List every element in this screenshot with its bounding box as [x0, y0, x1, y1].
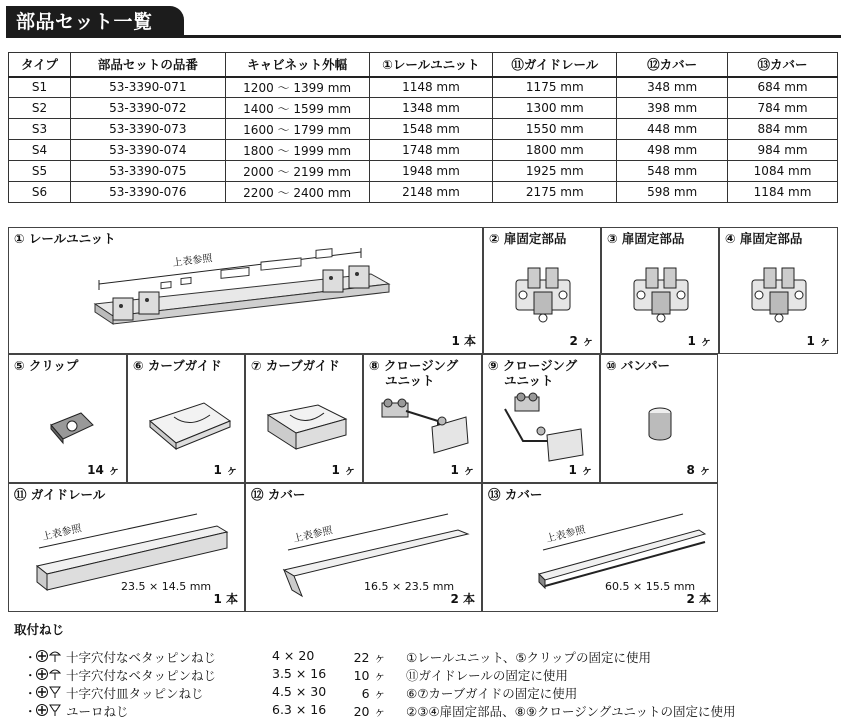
screw-usage: ①レールユニット、⑤クリップの固定に使用	[406, 650, 652, 665]
part-label: ⑨ クロージング ユニット	[488, 358, 578, 388]
ref-text: 上表参照	[172, 253, 214, 269]
part-quantity: 1 ヶ	[450, 463, 475, 477]
part-label: ② 扉固定部品	[489, 231, 567, 246]
part-quantity: 1 本	[213, 592, 238, 606]
table-cell: 1948 mm	[369, 161, 493, 182]
part-bumper	[600, 354, 718, 483]
table-row	[9, 98, 838, 119]
table-cell: 684 mm	[728, 77, 838, 98]
screw-usage: ⑪ガイドレールの固定に使用	[406, 668, 568, 683]
table-cell: 1550 mm	[493, 119, 617, 140]
table-body	[9, 77, 838, 203]
table-cell: S4	[9, 140, 71, 161]
part-label: ① レールユニット	[14, 231, 116, 246]
part-closing-unit-9	[482, 354, 600, 483]
screw-size: 4.5 × 30	[272, 684, 327, 699]
table-cell: 2000 〜 2199 mm	[225, 161, 369, 182]
bullet: ・	[24, 686, 37, 701]
table-row	[9, 140, 838, 161]
svg-text:上表参照: 上表参照	[41, 523, 83, 543]
part-door-fixture-3	[601, 227, 719, 354]
table-cell: 53-3390-076	[70, 182, 225, 203]
countersunk-screw-icon	[36, 703, 62, 717]
part-clip	[8, 354, 127, 483]
parts-set-table	[8, 52, 838, 203]
table-cell: 598 mm	[617, 182, 728, 203]
table-cell: 348 mm	[617, 77, 728, 98]
part-curve-guide-7	[245, 354, 363, 483]
part-dimension: 16.5 × 23.5 mm	[364, 580, 455, 593]
screw-name: 十字穴付なベタッピンねじ	[66, 668, 217, 683]
table-header-cell: ⑪ガイドレール	[493, 53, 617, 77]
table-cell: 1400 〜 1599 mm	[225, 98, 369, 119]
screw-count: 22 ヶ	[353, 650, 386, 665]
part-quantity: 8 ヶ	[686, 463, 711, 477]
part-quantity: 1 ヶ	[568, 463, 593, 477]
screw-name: 十字穴付なベタッピンねじ	[66, 650, 217, 665]
table-cell: 53-3390-075	[70, 161, 225, 182]
part-quantity: 1 ヶ	[806, 334, 831, 348]
table-header-cell: 部品セットの品番	[70, 53, 225, 77]
table-header-cell: タイプ	[9, 53, 71, 77]
screw-usage: ②③④扉固定部品、⑧⑨クロージングユニットの固定に使用	[406, 704, 736, 719]
part-curve-guide-6	[127, 354, 245, 483]
table-row	[9, 119, 838, 140]
table-cell: S5	[9, 161, 71, 182]
closing-unit-illustration	[376, 395, 476, 465]
table-cell: S6	[9, 182, 71, 203]
mounting-screws-section	[14, 620, 844, 720]
screw-row	[14, 666, 844, 684]
part-quantity: 1 ヶ	[331, 463, 356, 477]
screw-size: 4 × 20	[272, 648, 315, 663]
part-quantity: 2 本	[450, 592, 475, 606]
section-title: 部品セット一覧	[6, 6, 184, 38]
part-label: ④ 扉固定部品	[725, 231, 803, 246]
bullet: ・	[24, 668, 37, 683]
door-fixture-illustration	[626, 262, 696, 332]
closing-unit-illustration	[493, 391, 593, 471]
table-cell: 548 mm	[617, 161, 728, 182]
table-cell: 1084 mm	[728, 161, 838, 182]
part-label: ⑤ クリップ	[14, 358, 79, 373]
part-label: ⑧ クロージング ユニット	[369, 358, 459, 388]
table-cell: 53-3390-071	[70, 77, 225, 98]
pan-head-screw-icon	[36, 649, 62, 663]
table-cell: 1348 mm	[369, 98, 493, 119]
door-fixture-illustration	[744, 262, 814, 332]
curve-guide-illustration	[262, 399, 352, 459]
screw-name: 十字穴付皿タッピンねじ	[66, 686, 204, 701]
table-cell: 1548 mm	[369, 119, 493, 140]
table-cell: 984 mm	[728, 140, 838, 161]
table-cell: 1800 mm	[493, 140, 617, 161]
table-row	[9, 77, 838, 98]
countersunk-screw-icon	[36, 685, 62, 699]
part-rail-unit	[8, 227, 483, 354]
svg-text:上表参照: 上表参照	[545, 524, 587, 545]
table-cell: 1184 mm	[728, 182, 838, 203]
screw-size: 3.5 × 16	[272, 666, 327, 681]
table-header-row	[9, 53, 838, 77]
table-cell: 1800 〜 1999 mm	[225, 140, 369, 161]
bullet: ・	[24, 704, 37, 719]
part-quantity: 1 ヶ	[213, 463, 238, 477]
clip-illustration	[47, 407, 97, 447]
screw-row	[14, 684, 844, 702]
table-cell: 53-3390-073	[70, 119, 225, 140]
header-rule	[6, 35, 841, 38]
table-cell: 2148 mm	[369, 182, 493, 203]
table-cell: S1	[9, 77, 71, 98]
screws-title: 取付ねじ	[14, 622, 65, 637]
part-label: ⑬ カバー	[488, 487, 543, 502]
table-cell: 448 mm	[617, 119, 728, 140]
screw-count: 10 ヶ	[353, 668, 386, 683]
screw-name: ユーロねじ	[66, 704, 129, 719]
table-header-cell: ①レールユニット	[369, 53, 493, 77]
table-cell: 1175 mm	[493, 77, 617, 98]
table-header-cell: キャビネット外幅	[225, 53, 369, 77]
bumper-illustration	[645, 405, 675, 445]
table-cell: 498 mm	[617, 140, 728, 161]
part-cover-13	[482, 483, 718, 612]
table-header-cell: ⑫カバー	[617, 53, 728, 77]
table-cell: 784 mm	[728, 98, 838, 119]
part-door-fixture-2	[483, 227, 601, 354]
rail-unit-illustration	[91, 244, 401, 344]
bullet: ・	[24, 650, 37, 665]
part-dimension: 23.5 × 14.5 mm	[121, 580, 212, 593]
part-closing-unit-8	[363, 354, 482, 483]
pan-head-screw-icon	[36, 667, 62, 681]
part-quantity: 1 本	[451, 334, 476, 348]
part-quantity: 2 ヶ	[569, 334, 594, 348]
part-door-fixture-4	[719, 227, 838, 354]
table-header-cell: ⑬カバー	[728, 53, 838, 77]
table-cell: 53-3390-074	[70, 140, 225, 161]
table-cell: 1200 〜 1399 mm	[225, 77, 369, 98]
table-cell: 1148 mm	[369, 77, 493, 98]
table-cell: 53-3390-072	[70, 98, 225, 119]
table-row	[9, 182, 838, 203]
part-label: ⑩ バンパー	[606, 358, 671, 373]
part-label: ⑦ カーブガイド	[251, 358, 340, 373]
part-cover-12	[245, 483, 482, 612]
table-cell: 884 mm	[728, 119, 838, 140]
screw-size: 6.3 × 16	[272, 702, 327, 717]
table-cell: 2200 〜 2400 mm	[225, 182, 369, 203]
curve-guide-illustration	[144, 399, 234, 459]
table-cell: 2175 mm	[493, 182, 617, 203]
screw-count: 20 ヶ	[353, 704, 386, 719]
door-fixture-illustration	[508, 262, 578, 332]
part-quantity: 14 ヶ	[87, 463, 120, 477]
part-label: ⑥ カーブガイド	[133, 358, 222, 373]
svg-text:上表参照: 上表参照	[292, 525, 334, 545]
table-cell: 1748 mm	[369, 140, 493, 161]
screw-usage: ⑥⑦カーブガイドの固定に使用	[406, 686, 578, 701]
part-quantity: 1 ヶ	[687, 334, 712, 348]
table-cell: 398 mm	[617, 98, 728, 119]
table-row	[9, 161, 838, 182]
table-cell: 1300 mm	[493, 98, 617, 119]
table-cell: 1600 〜 1799 mm	[225, 119, 369, 140]
part-label: ⑪ ガイドレール	[14, 487, 106, 502]
table-cell: S3	[9, 119, 71, 140]
part-label: ③ 扉固定部品	[607, 231, 685, 246]
screw-count: 6 ヶ	[361, 686, 386, 701]
screw-list	[14, 648, 844, 720]
section-header	[6, 6, 841, 38]
part-guide-rail	[8, 483, 245, 612]
table-cell: 1925 mm	[493, 161, 617, 182]
part-quantity: 2 本	[686, 592, 711, 606]
table-cell: S2	[9, 98, 71, 119]
part-dimension: 60.5 × 15.5 mm	[605, 580, 696, 593]
part-label: ⑫ カバー	[251, 487, 306, 502]
screw-row	[14, 648, 844, 666]
screw-row	[14, 702, 844, 720]
